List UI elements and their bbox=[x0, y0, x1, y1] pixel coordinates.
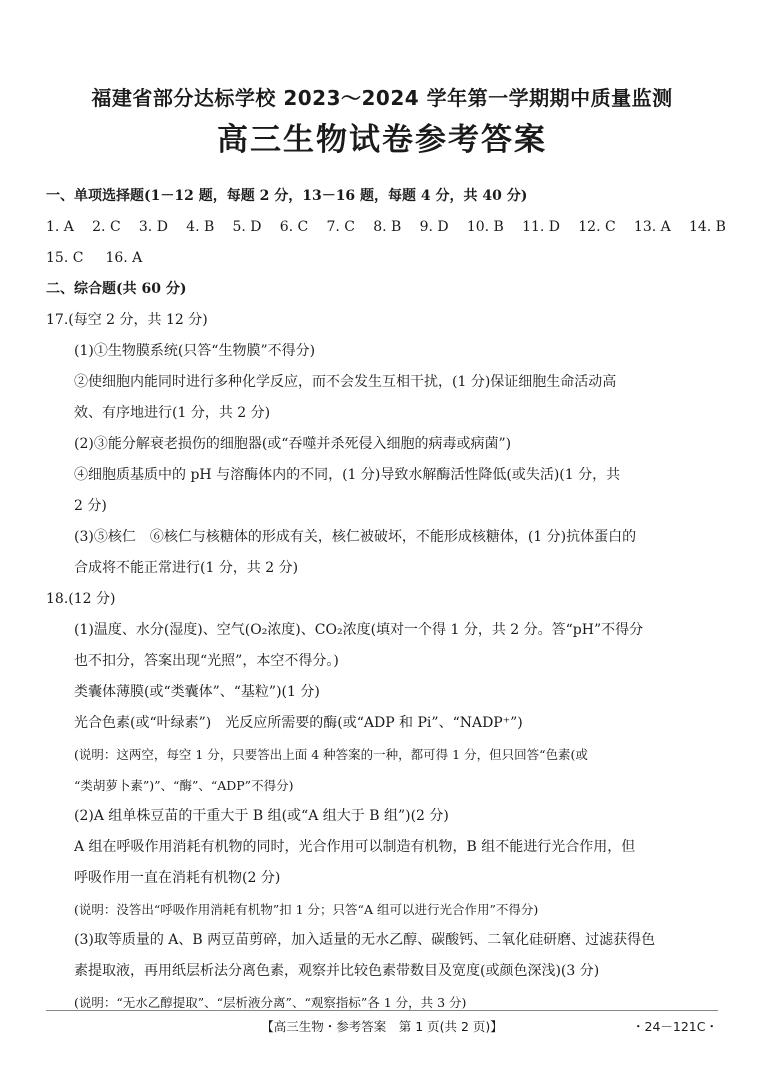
answer-content bbox=[46, 186, 726, 1023]
section1-heading: 一、单项选择题(1－12 题，每题 2 分，13－16 题，每题 4 分，共 40 分) bbox=[46, 188, 528, 204]
answer-item: 16. A bbox=[105, 250, 143, 266]
answer-line: (2)③能分解衰老损伤的细胞器(或“吞噬并杀死侵入细胞的病毒或病菌”) bbox=[74, 436, 512, 452]
answer-item: 5. D bbox=[232, 219, 262, 235]
footer-divider bbox=[46, 1010, 718, 1011]
answer-item: 8. B bbox=[373, 219, 402, 235]
answer-line: 17.(每空 2 分，共 12 分) bbox=[46, 312, 208, 328]
answer-line: 类囊体薄膜(或“类囊体”、“基粒”)(1 分) bbox=[74, 684, 320, 700]
answer-line: 合成将不能正常进行(1 分，共 2 分) bbox=[74, 560, 299, 576]
answer-line: (2)A 组单株豆苗的干重大于 B 组(或“A 组大于 B 组”)(2 分) bbox=[74, 808, 449, 824]
footer-page-info: 【高三生物・参考答案 第 1 页(共 2 页)】 bbox=[261, 1019, 503, 1034]
note-line: (说明：没答出“呼吸作用消耗有机物”扣 1 分；只答“A 组可以进行光合作用”不得分) bbox=[74, 902, 539, 917]
answer-line: 素提取液，再用纸层析法分离色素，观察并比较色素带数目及宽度(或颜色深浅)(3 分) bbox=[74, 963, 600, 979]
answer-line: A 组在呼吸作用消耗有机物的同时，光合作用可以制造有机物，B 组不能进行光合作用，但 bbox=[74, 839, 636, 855]
answer-line: 效、有序地进行(1 分，共 2 分) bbox=[74, 405, 271, 421]
answer-line: 光合色素(或“叶绿素”) 光反应所需要的酶(或“ADP 和 Pi”、“NADP⁺”) bbox=[74, 715, 523, 731]
answer-item: 11. D bbox=[522, 219, 561, 235]
answer-line: 18.(12 分) bbox=[46, 591, 116, 607]
answer-line: (1)温度、水分(湿度)、空气(O₂浓度)、CO₂浓度(填对一个得 1 分，共 2 分。答“pH”不得分 bbox=[74, 622, 644, 638]
answer-item: 15. C bbox=[46, 250, 84, 266]
exam-title: 福建省部分达标学校 2023～2024 学年第一学期期中质量监测 bbox=[91, 86, 673, 110]
page-footer bbox=[0, 1017, 764, 1039]
answer-line: 2 分) bbox=[74, 498, 107, 514]
answer-line: 呼吸作用一直在消耗有机物(2 分) bbox=[74, 870, 281, 886]
answer-item: 1. A bbox=[46, 219, 74, 235]
answer-line: (3)取等质量的 A、B 两豆苗剪碎，加入适量的无水乙醇、碳酸钙、二氧化硅研磨、过滤获得色 bbox=[74, 932, 656, 948]
section2-lines bbox=[46, 310, 726, 1023]
answer-item: 6. C bbox=[279, 219, 309, 235]
note-line: “类胡萝卜素”)”、“酶”、“ADP”不得分) bbox=[74, 778, 294, 793]
answer-item: 13. A bbox=[633, 219, 671, 235]
note-line: (说明：“无水乙醇提取”、“层析液分离”、“观察指标”各 1 分，共 3 分) bbox=[74, 995, 467, 1010]
answer-item: 12. C bbox=[578, 219, 616, 235]
answer-item: 7. C bbox=[326, 219, 356, 235]
answer-item: 2. C bbox=[92, 219, 121, 235]
answer-line: ④细胞质基质中的 pH 与溶酶体内的不同，(1 分)导致水解酶活性降低(或失活)(1 分，共 bbox=[74, 467, 621, 483]
answer-item: 14. B bbox=[688, 219, 726, 235]
document-title: 高三生物试卷参考答案 bbox=[217, 122, 547, 158]
answer-line: 也不扣分，答案出现“光照”，本空不得分。) bbox=[74, 653, 339, 669]
footer-code: ・24－121C・ bbox=[632, 1019, 718, 1034]
answer-item: 3. D bbox=[138, 219, 168, 235]
answer-item: 9. D bbox=[419, 219, 449, 235]
section2-heading: 二、综合题(共 60 分) bbox=[46, 281, 187, 297]
answers-row-1 bbox=[46, 217, 726, 248]
note-line: (说明：这两空，每空 1 分，只要答出上面 4 种答案的一种，都可得 1 分，但只回答“色素(或 bbox=[74, 747, 588, 762]
answer-item: 10. B bbox=[466, 219, 504, 235]
answer-line: ②使细胞内能同时进行多种化学反应，而不会发生互相干扰，(1 分)保证细胞生命活动高 bbox=[74, 374, 617, 390]
answer-line: (3)⑤核仁 ⑥核仁与核糖体的形成有关，核仁被破坏，不能形成核糖体，(1 分)抗体蛋白的 bbox=[74, 529, 637, 545]
answer-line: (1)①生物膜系统(只答“生物膜”不得分) bbox=[74, 343, 316, 359]
answers-row-2 bbox=[46, 248, 726, 279]
answer-item: 4. B bbox=[186, 219, 215, 235]
